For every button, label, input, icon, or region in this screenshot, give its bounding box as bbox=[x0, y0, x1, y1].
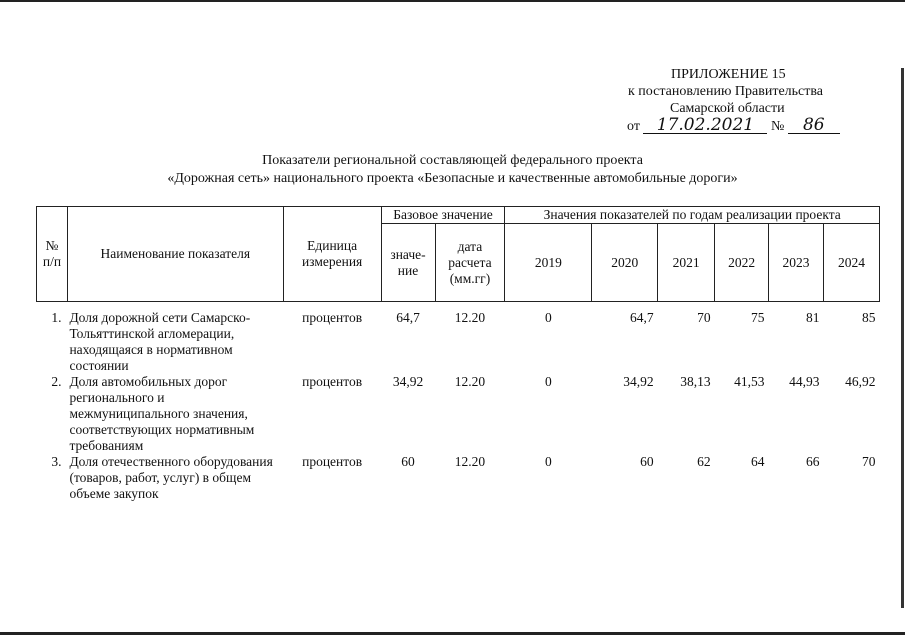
year-value: 70 bbox=[697, 310, 711, 325]
header-year: 2022 bbox=[715, 224, 769, 302]
year-value: 38,13 bbox=[680, 374, 711, 389]
indicator-rows bbox=[37, 302, 880, 503]
year-value: 75 bbox=[751, 310, 765, 325]
header-base-date: дата расчета (мм.гг) bbox=[435, 224, 505, 302]
table-row bbox=[37, 454, 880, 502]
row-number: 1. bbox=[51, 310, 62, 325]
indicator-unit: процентов bbox=[302, 310, 363, 325]
year-value: 0 bbox=[544, 310, 552, 325]
base-date: 12.20 bbox=[454, 374, 486, 389]
indicator-name: Доля отечественного оборудования (товаров, работ, услуг) в общем объеме закупок bbox=[69, 454, 273, 501]
header-num: № п/п bbox=[37, 207, 68, 302]
appendix-region: Самарской области bbox=[670, 101, 785, 116]
appendix-date-line bbox=[627, 117, 840, 135]
row-number: 2. bbox=[51, 374, 62, 389]
number-label: № bbox=[770, 119, 785, 134]
year-value: 0 bbox=[544, 374, 552, 389]
document-title-line1: Показатели региональной составляющей федерального проекта bbox=[262, 153, 643, 168]
table-row bbox=[37, 302, 880, 375]
header-year: 2019 bbox=[505, 224, 592, 302]
year-value: 62 bbox=[697, 454, 711, 469]
year-value: 41,53 bbox=[734, 374, 765, 389]
handwritten-date: 17.02.2021 bbox=[643, 117, 767, 134]
header-year: 2021 bbox=[658, 224, 715, 302]
year-value: 0 bbox=[544, 454, 552, 469]
year-value: 64,7 bbox=[630, 310, 654, 325]
appendix-header bbox=[0, 0, 905, 150]
table-row bbox=[37, 374, 880, 454]
indicator-name: Доля дорожной сети Самарско-Тольяттинской агломерации, находящаяся в нормативном состоянии bbox=[69, 310, 251, 373]
year-value: 85 bbox=[862, 310, 876, 325]
appendix-decree: к постановлению Правительства bbox=[628, 84, 824, 99]
year-value: 81 bbox=[805, 310, 820, 325]
scan-bottom-edge bbox=[0, 632, 905, 635]
base-date: 12.20 bbox=[454, 310, 486, 325]
header-base-value: значе-ние bbox=[381, 224, 435, 302]
indicator-name: Доля автомобильных дорог регионального и межмуниципального значения, соответствующих нормативным требованиям bbox=[69, 374, 255, 453]
year-value: 46,92 bbox=[845, 374, 876, 389]
document-title-line2: «Дорожная сеть» национального проекта «Безопасные и качественные автомобильные дороги» bbox=[167, 171, 738, 186]
year-value: 66 bbox=[805, 454, 820, 469]
header-name: Наименование показателя bbox=[67, 207, 283, 302]
header-year: 2024 bbox=[823, 224, 879, 302]
year-value: 44,93 bbox=[789, 374, 820, 389]
header-years-group: Значения показателей по годам реализации проекта bbox=[505, 207, 880, 224]
base-value: 34,92 bbox=[392, 374, 424, 389]
indicator-unit: процентов bbox=[302, 374, 363, 389]
base-value: 64,7 bbox=[396, 310, 420, 325]
indicator-unit: процентов bbox=[302, 454, 363, 469]
header-base: Базовое значение bbox=[381, 207, 505, 224]
handwritten-number: 86 bbox=[788, 117, 840, 134]
base-value: 60 bbox=[401, 454, 415, 469]
header-year: 2020 bbox=[592, 224, 658, 302]
indicators-table bbox=[36, 206, 880, 502]
header-unit: Единица измерения bbox=[283, 207, 381, 302]
header-year: 2023 bbox=[769, 224, 824, 302]
date-prefix: от bbox=[627, 119, 640, 134]
year-value: 60 bbox=[640, 454, 654, 469]
base-date: 12.20 bbox=[454, 454, 486, 469]
row-number: 3. bbox=[51, 454, 62, 469]
appendix-number: ПРИЛОЖЕНИЕ 15 bbox=[671, 67, 786, 82]
year-value: 34,92 bbox=[623, 374, 654, 389]
year-value: 64 bbox=[751, 454, 765, 469]
year-value: 70 bbox=[862, 454, 876, 469]
